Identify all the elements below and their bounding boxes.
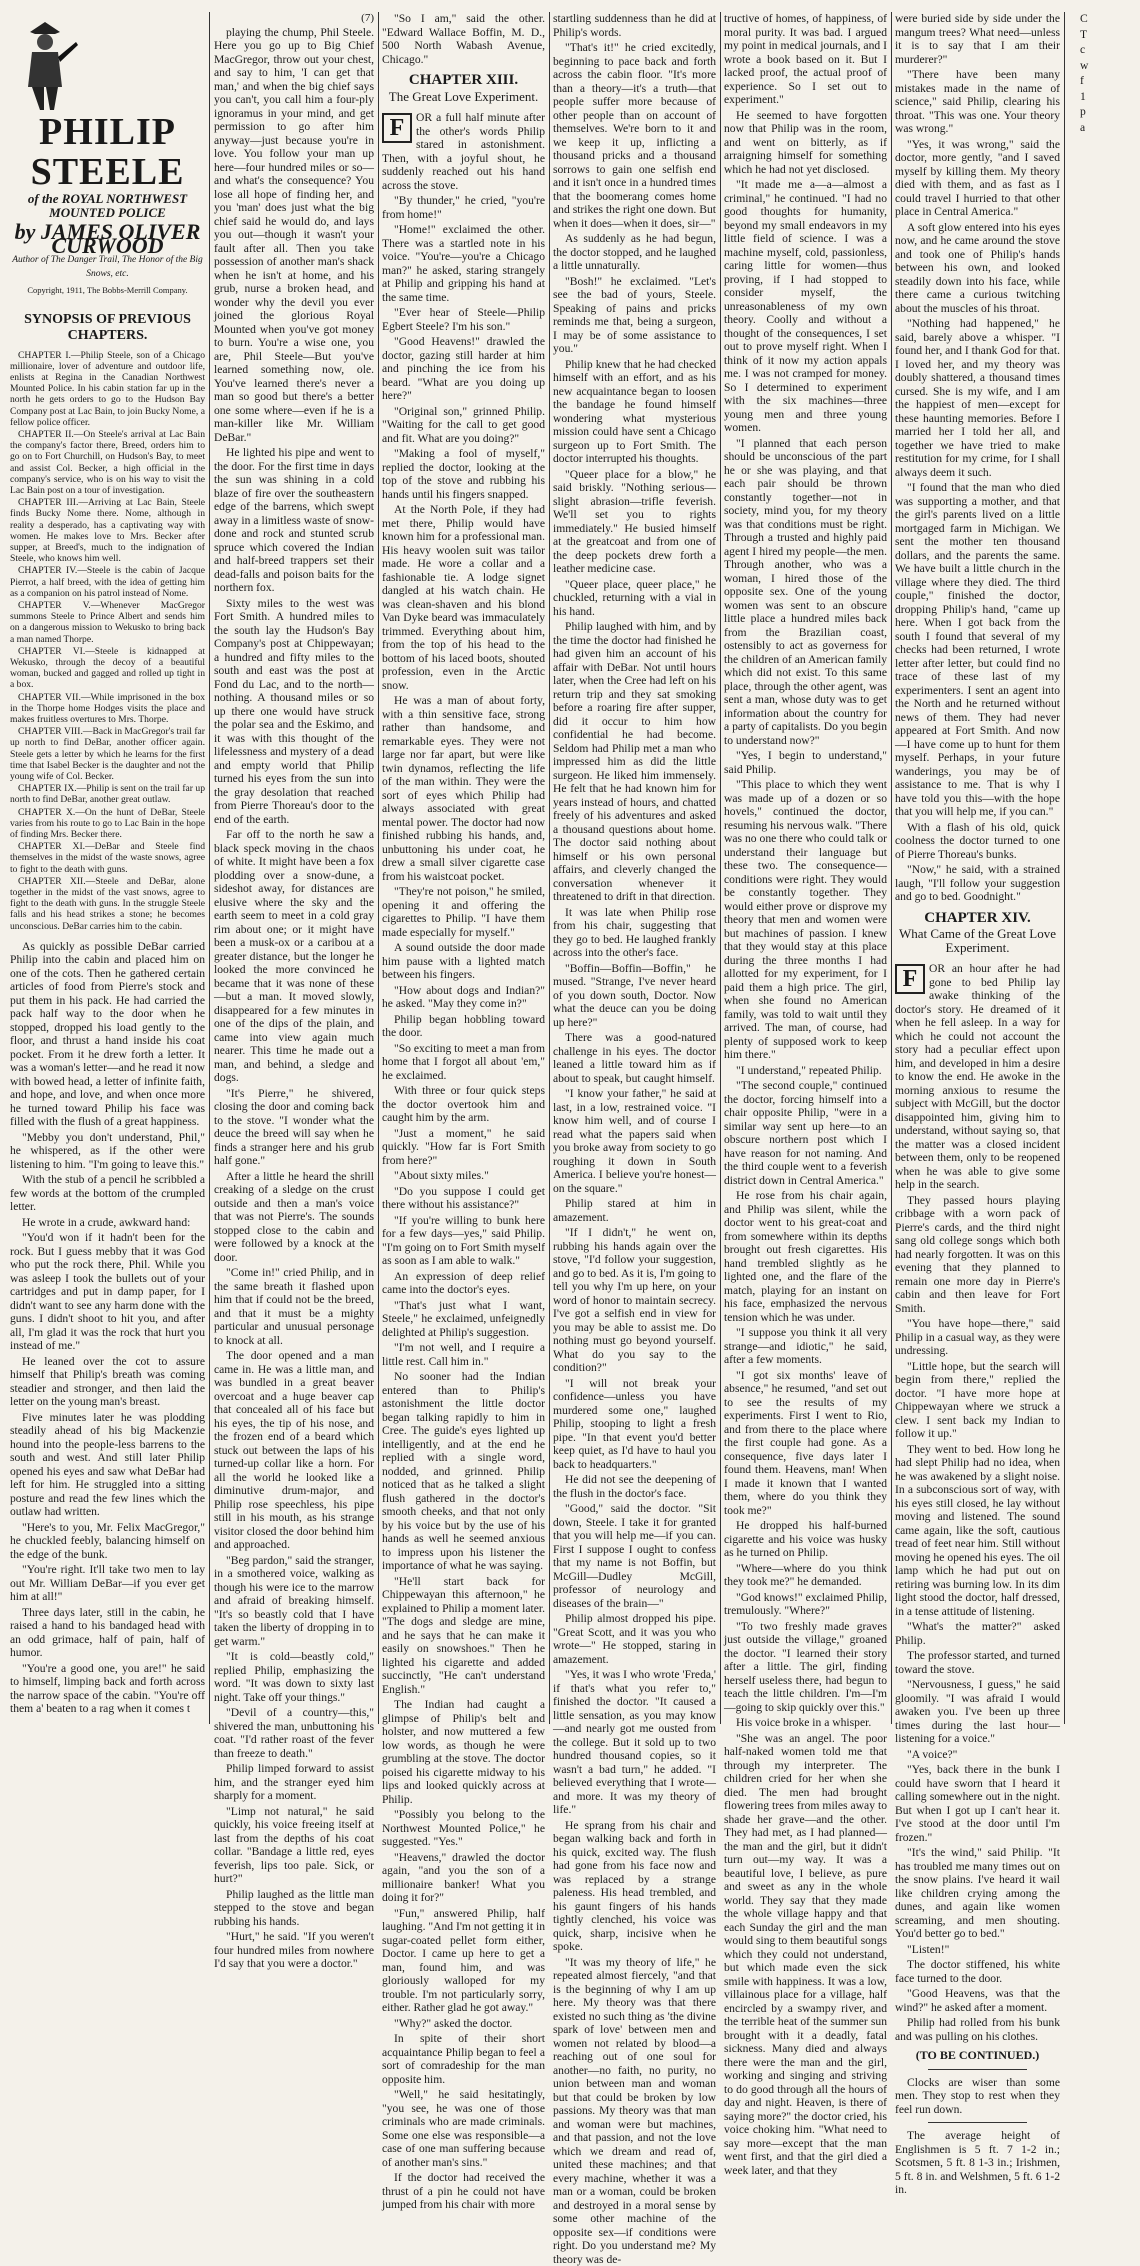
story-paragraph: "Come in!" cried Philip, and in the same breath it flashed upon him that if could not be the breed, and that it must be a mighty particular and unusual personage to knock at all. xyxy=(214,1266,374,1347)
synopsis-paragraph: CHAPTER III.—Arriving at Lac Bain, Steele finds Bucky Nome there. Nome, although in reality a desperado, has a captivating way with women. He makes love to Mrs. Becker after supper, at Breed's, much to the indignation of Steele, who knows him well. xyxy=(10,497,205,564)
synopsis-body xyxy=(10,350,205,932)
story-paragraph: "Here's to you, Mr. Felix MacGregor," he chuckled feebly, balancing himself on the edge of the bunk. xyxy=(10,1521,205,1562)
story-paragraph: He was a man of about forty, with a thin sensitive face, strong rather than handsome, and remarkable eyes. They were not large nor far apart, but were like twin dynamos, reflecting the life of the man within. They were the sort of eyes which Philip had always associated with great mental power. The doctor had now finished rubbing his hands, and, unbuttoning his under coat, he drew a small silver cigarette case from his waistcoat pocket. xyxy=(382,694,545,883)
story-paragraph: "That's it!" he cried excitedly, beginning to pace back and forth across the cabin floor. "It's more than a theory—it's a truth—that people suffer more because of other people than on account of themselves. We're born to it and we keep it up, inflicting a thousand pricks and a thousand sorrows to gain one selfish end and it isn't once in a hundred times that the boomerang comes home and strikes the right one down. But when it does—when it does, sir—" xyxy=(553,41,716,230)
story-paragraph: "Hurt," he said. "If you weren't four hundred miles from nowhere I'd say that you were a doctor." xyxy=(214,1930,374,1971)
story-paragraph: Philip limped forward to assist him, and the stranger eyed him sharply for a moment. xyxy=(214,1762,374,1803)
copyright-notice: Copyright, 1911, The Bobbs-Merrill Company. xyxy=(10,284,205,298)
story-paragraph: "There have been many mistakes made in the name of science," said Philip, clearing his throat. "This was one. Your theory was wrong." xyxy=(895,68,1060,136)
synopsis-paragraph: CHAPTER IX.—Philip is sent on the trail far up north to find DeBar, another great outlaw. xyxy=(10,783,205,805)
chapter-14-subtitle: What Came of the Great Love Experiment. xyxy=(895,927,1060,954)
story-paragraph: "Making a fool of myself," replied the doctor, looking at the top of the stove and rubbing his hands until his fingers snapped. xyxy=(382,447,545,501)
story-paragraph: Philip laughed with him, and by the time the doctor had finished he had given him an account of his affair with DeBar. Not until hours later, when the Cree had left on his return trip and they sat smoking before a roaring fire after supper, did it occur to him how confidential he had become. Seldom had Philip met a man who impressed him as did the little surgeon. He liked him immensely. He felt that he had known him for years instead of hours, and chatted freely of his adventures and asked a thousand questions about home. The doctor said nothing about himself or his own personal affairs, and cleverly changed the conversation whenever it threatened to drift in that direction. xyxy=(553,620,716,904)
story-paragraph: were buried side by side under the mangum trees? What need—unless it is to say that I am their murderer?" xyxy=(895,12,1060,66)
synopsis-paragraph: CHAPTER IV.—Steele is the cabin of Jacque Pierrot, a half breed, with the idea of getting him as a companion on his patrol instead of Nome. xyxy=(10,565,205,599)
synopsis-paragraph: CHAPTER VIII.—Back in MacGregor's trail far up north to find DeBar, another officer again. Steele gets a letter by which he learns for the first time that Isabel Becker is the daughter and not the young wife of Col. Becker. xyxy=(10,726,205,782)
story-paragraph: It was late when Philip rose from his chair, suggesting that they go to bed. He laughed frankly across into the other's face. xyxy=(553,906,716,960)
synopsis-paragraph: CHAPTER I.—Philip Steele, son of a Chicago millionaire, lover of adventure and outdoor life, enlists at Regina in the Canadian Northwest Mounted Police. In his cabin station far up in the north he gets orders to go to the Hudson Bay Company post at Lac Bain, to join Bucky Nome, a fellow police officer. xyxy=(10,350,205,428)
story-paragraph: With a flash of his old, quick coolness the doctor turned to one of Pierre Thoreau's bunks. xyxy=(895,821,1060,862)
story-paragraph: Philip laughed as the little man stepped to the stove and began rubbing his hands. xyxy=(214,1888,374,1929)
installment-number: (7) xyxy=(214,12,374,26)
column-rule xyxy=(209,12,210,1724)
story-paragraph: The Indian had caught a glimpse of Philip's belt and holster, and now muttered a few low words, as though he were grumbling at the stove. The doctor poised his cigarette midway to his lips and looked quickly across at Philip. xyxy=(382,1698,545,1806)
story-paragraph: "Limp not natural," he said quickly, his voice freeing itself at last from the depths of his coat collar. "Bandage a little red, eyes feverish, lips too pale. Sick, or hurt?" xyxy=(214,1805,374,1886)
edge-fragment: w xyxy=(1068,59,1134,73)
synopsis-paragraph: CHAPTER XII.—Steele and DeBar, alone together in the midst of the vast snows, agree to fight to the death with guns. In the struggle Steele falls and his head strikes a stone; he becomes unconscious. DeBar carries him to the cabin. xyxy=(10,876,205,932)
edge-fragment: c xyxy=(1068,43,1134,57)
story-paragraph: "You have hope—there," said Philip in a casual way, as they were undressing. xyxy=(895,1317,1060,1358)
story-paragraph: "They're not poison," he smiled, opening it and offering the cigarettes to Philip. "I have them made especially for myself." xyxy=(382,885,545,939)
story-paragraph: With three or four quick steps the doctor overtook him and caught him by the arm. xyxy=(382,1084,545,1125)
serial-title: PHILIP STEELE xyxy=(10,12,205,192)
column-rule xyxy=(1064,12,1065,1724)
story-paragraph: He seemed to have forgotten now that Philip was in the room, and went on bitterly, as if arraigning himself for something which he had not yet disclosed. xyxy=(724,109,887,177)
story-paragraph: "By thunder," he cried, "you're from home!" xyxy=(382,194,545,221)
story-paragraph: "Queer place for a blow," he said briskly. "Nothing serious—slight abrasion—trifle feverish. We'll set you to rights immediately." He busied himself at the greatcoat and from one of the deep pockets drew forth a leather medicine case. xyxy=(553,468,716,576)
author-line: by JAMES OLIVER CURWOOD xyxy=(10,225,205,252)
edge-fragment: a xyxy=(1068,121,1134,135)
masthead xyxy=(10,12,205,298)
story-paragraph: tructive of homes, of happiness, of moral purity. It was bad. I argued my point in medical journals, and I wrote a book based on it. But I lacked proof, the actual proof of experience. So I set out to experiment." xyxy=(724,12,887,107)
story-paragraph: "About sixty miles." xyxy=(382,1169,545,1183)
story-paragraph: "What's the matter?" asked Philip. xyxy=(895,1620,1060,1647)
synopsis-paragraph: CHAPTER II.—On Steele's arrival at Lac Bain the company's factor there, Breed, orders him to go on to Fort Churchill, on Hudson's Bay, to meet and assist Col. Becker, a high official in the company's service, who is on his way to visit the Lac Bain post on a tour of investigation. xyxy=(10,429,205,496)
story-paragraph: "I know your father," he said at last, in a low, restrained voice. "I know him well, and of course I read what the papers said when you broke away from society to go roughing it down in South America. I believe you're honest—on the square." xyxy=(553,1087,716,1195)
column-4 xyxy=(553,12,716,1724)
story-paragraph: "It's the wind," said Philip. "It has troubled me many times out on the snow plains. I've heard it wail like children crying among the dunes, and again like women screaming, and men shouting. You'd better go to bed." xyxy=(895,1846,1060,1941)
story-paragraph: "I understand," repeated Philip. xyxy=(724,1064,887,1078)
story-paragraph: OR a full half minute after the other's words Philip stared in astonishment. Then, with a joyful shout, he suddenly reached out his hand across the stove. xyxy=(382,111,545,192)
drop-cap: F xyxy=(382,113,412,143)
story-paragraph: "This place to which they went was made up of a dozen or so hovels," continued the doctor, resuming his nervous walk. "There was no one there who could talk or understand their language but these two. The consequence—conditions were right. They would be constantly together. They would either prove or disprove my theory that men and women were but machines of passion. I knew that they would stay at this place during the three months I had allotted for my experiment, for I paid them a high price. The girl, when she found no American family, was told to wait until they arrived. The man, of course, had plenty of supposed work to keep him there." xyxy=(724,778,887,1062)
story-paragraph: "Original son," grinned Philip. "Waiting for the call to get good and fit. What are you doing?" xyxy=(382,405,545,446)
story-paragraph: "Nothing had happened," he said, barely above a whisper. "I found her, and I thank God for that. I loved her, and my theory was doubly shattered, a thousand times cursed. She is my wife, and I am the happiest of men—except for these haunting memories. Before I married her I told her all, and together we have tried to make restitution for my crime, for I shall always deem it such. xyxy=(895,317,1060,479)
story-paragraph: He leaned over the cot to assure himself that Philip's breath was coming steadier and stronger, and then laid the letter on the young man's breast. xyxy=(10,1355,205,1409)
mountie-illustration xyxy=(10,12,80,112)
continued-notice: (TO BE CONTINUED.) xyxy=(895,2049,1060,2063)
edge-fragment: 1 xyxy=(1068,90,1134,104)
story-paragraph: "Yes, it was I who wrote 'Freda,' if that's what you refer to," finished the doctor. "It caused a little sensation, as you may know—and nearly got me ousted from the college. But it sold up to two hundred thousand copies, so it wasn't a bad turn," he added. "I believed everything that I wrote—and more. It was my theory of life." xyxy=(553,1668,716,1817)
story-paragraph: "Queer place, queer place," he chuckled, returning with a vial in his hand. xyxy=(553,578,716,619)
story-paragraph: "It is cold—beastly cold," replied Philip, emphasizing the word. "It was down to sixty last night. Take off your things." xyxy=(214,1650,374,1704)
story-paragraph: "She was an angel. The poor half-naked women told me that through my interpreter. The children cried for her when she died. The men had brought flowering trees from miles away to shade her grave—and the other. They had met, as I had planned—the man and the girl, but it didn't turn out—my way. It was a beautiful love, I believe, as pure and sweet as any in the whole world. They say that they made the whole village happy and that each Sunday the girl and the man would sing to them beautiful songs which they could not understand, but which made even the sick smile with happiness. It was a low, villainous place for a village, half encircled by a swampy river, and the terrible heat of the summer sun brought with it a deadly, fatal sickness. Many died and always there were the man and the girl, working and singing and striving to do good through all the hours of day and night. Heaven, is there of saying more?" the doctor cried, his voice choking him. "What need to say more—except that the man went first, and that the girl died a week later, and that they xyxy=(724,1732,887,2178)
story-paragraph: An expression of deep relief came into the doctor's eyes. xyxy=(382,1270,545,1297)
story-paragraph: "I will not break your confidence—unless you have murdered some one," laughed Philip, stooping to light a fresh pipe. "In that event you'd better keep quiet, as I'd have to haul you back to headquarters." xyxy=(553,1377,716,1472)
edge-fragment: T xyxy=(1068,28,1134,42)
column-5 xyxy=(724,12,887,1724)
story-paragraph: "I'm not well, and I require a little rest. Call him in." xyxy=(382,1341,545,1368)
story-paragraph: "How about dogs and Indian?" he asked. "May they come in?" xyxy=(382,984,545,1011)
story-paragraph: The door opened and a man came in. He was a little man, and was bundled in a great beaver overcoat and a huge beaver cap that concealed all of his face but his eyes, the tip of his nose, and the frozen end of a beard which stuck out between the laps of his turned-up collar like a horn. For all the world he looked like a diminutive drum-major, and Philip rose speechless, his pipe still in his mouth, as his strange visitor closed the door behind him and approached. xyxy=(214,1349,374,1552)
synopsis-paragraph: CHAPTER V.—Whenever MacGregor summons Steele to Prince Albert and sends him on a dangerous mission to Wekusko to bring back a man named Thorpe. xyxy=(10,600,205,645)
story-paragraph: "Yes, I begin to understand," said Philip. xyxy=(724,749,887,776)
story-paragraph: "If you're willing to bunk here for a few days—yes," said Philip. "I'm going on to Fort Smith myself as soon as I am able to walk." xyxy=(382,1214,545,1268)
story-paragraph: startling suddenness than he did at Philip's words. xyxy=(553,12,716,39)
story-paragraph: "Nervousness, I guess," he said gloomily. "I was afraid I would awaken you. I've been up three times during the last hour—listening for a voice." xyxy=(895,1678,1060,1746)
story-paragraph: "Well," he said hesitatingly, "you see, he was one of those criminals who are made criminals. Some one else was responsible—a case of one man suffering because of another man's sins." xyxy=(382,2088,545,2169)
drop-cap: F xyxy=(895,964,925,994)
story-paragraph: "Where—where do you think they took me?" he demanded. xyxy=(724,1562,887,1589)
story-paragraph: Philip had rolled from his bunk and was pulling on his clothes. xyxy=(895,2016,1060,2043)
column-rule xyxy=(720,12,721,1724)
story-paragraph: "Home!" exclaimed the other. There was a startled note in his voice. "You're—you're a Chicago man?" he asked, staring strangely at Philip and gripping his hand at the same time. xyxy=(382,223,545,304)
story-paragraph: There was a good-natured challenge in his eyes. The doctor leaned a little toward him as if about to speak, but caught himself. xyxy=(553,1031,716,1085)
story-paragraph: As quickly as possible DeBar carried Philip into the cabin and placed him on one of the cots. Then he gathered certain articles of food from Pierre's stock and put them in his pack. He had carried the pack half way to the door when he stopped, dropped his load gently to the floor, and thrust a hand inside his coat pocket. From it he drew forth a letter. It was a woman's letter—and he read it now with bowed head, a letter of infinite faith, and hope, and love, and when once more he turned toward Philip his face was filled with the flush of a great happiness. xyxy=(10,940,205,1129)
story-paragraph: "Boffin—Boffin—Boffin," he mused. "Strange, I've never heard of you down south, Doctor. Now what the deuce can you be doing up here?" xyxy=(553,962,716,1030)
story-paragraph: "Bosh!" he exclaimed. "Let's see the bad of yours, Steele. Speaking of pains and pricks reminds me that, being a surgeon, I may be of some assistance to you." xyxy=(553,275,716,356)
serial-subtitle: of the ROYAL NORTHWEST MOUNTED POLICE xyxy=(10,192,205,219)
story-paragraph: playing the chump, Phil Steele. Here you go up to Big Chief MacGregor, throw out your chest, and say to him, 'I can get that man,' and when the big chief says you can't, you call him a four-ply ignoramus in your mind, and get permission to go after him anyway—just because you're in love. You follow your man up here—four hundred miles or so—and what's the consequence? You lose all hope of finding her, and you 'man' does just what the big chief said he would do, and lays you out—though it wasn't your fault after all. Then you take possession of another man's shack when he isn't at home, and his grub, nurse a broken head, and wonder why the devil you ever joined the glorious Royal Mounted when you've got money to burn. You're a wise one, you are, Phil Steele—But you've learned something now, ole. You've learned there's never a man so good but there's a better one some where—even if he is a man-killer like Mr. William DeBar." xyxy=(214,26,374,445)
story-paragraph: "Good Heavens!" drawled the doctor, gazing still harder at him and pinching the ice from his beard. "What are you doing up here?" xyxy=(382,335,545,403)
column-6 xyxy=(895,12,1060,1724)
story-paragraph: Three days later, still in the cabin, he raised a hand to his bandaged head with an odd grimace, half of pain, half of humor. xyxy=(10,1606,205,1660)
story-text-col1 xyxy=(10,940,205,1716)
story-paragraph: Five minutes later he was plodding steadily ahead of his big Mackenzie hound into the people-less barrens to the south and west. And still later Philip opened his eyes and saw what DeBar had left for him. He struggled into a sitting posture and read the few lines which the outlaw had written. xyxy=(10,1411,205,1519)
story-paragraph: "I found that the man who died was supporting a mother, and that the girl's parents lived on a little mortgaged farm in Michigan. We sent the mother ten thousand dollars, and the parents the same. We have built a little church in the village where they died. The third couple," finished the doctor, dropping Philip's hand, "came up here. When I got back from the south I found that several of my checks had been returned, I wrote letter after letter, but could find no trace of these last of my experimenters. I sent an agent into the North and he returned without news of them. They had never appeared at Fort Smith. And now—I have come up to hunt for them myself. Perhaps, in your future wanderings, you may be of assistance to me. That is why I have told you this—with the hope that you will help me, if you can." xyxy=(895,481,1060,819)
story-paragraph: "Mebby you don't understand, Phil," he whispered, as if the other were listening to him. "I'm going to leave this." xyxy=(10,1131,205,1172)
story-paragraph: OR an hour after he had gone to bed Philip lay awake thinking of the doctor's story. He dreamed of it when he fell asleep. In a way for which he could not account the story had a peculiar effect upon him, and developed in him a desire to know the end. He awoke in the morning anxious to resume the subject with McGill, but the doctor disappointed him, giving him to understand, without saying so, that the matter was a closed incident between them, only to be reopened when he was able to give some help in the search. xyxy=(895,962,1060,1192)
story-paragraph: "I suppose you think it all very strange—and idiotic," he said, after a few moments. xyxy=(724,1326,887,1367)
filler-paragraph: Clocks are wiser than some men. They stop to rest when they feel run down. xyxy=(895,2076,1060,2117)
story-paragraph: "So I am," said the other. "Edward Wallace Boffin, M. D., 500 North Wabash Avenue, Chicago." xyxy=(382,12,545,66)
story-paragraph: The doctor stiffened, his white face turned to the door. xyxy=(895,1958,1060,1985)
story-paragraph: "So exciting to meet a man from home that I forgot all about 'em," he exclaimed. xyxy=(382,1042,545,1083)
divider xyxy=(928,2122,1027,2123)
story-paragraph: "Possibly you belong to the Northwest Mounted Police," he suggested. "Yes." xyxy=(382,1808,545,1849)
column-rule xyxy=(891,12,892,1724)
story-paragraph: They passed hours playing cribbage with a worn pack of Pierre's cards, and the third night sang old college songs which both had nearly forgotten. It was on this evening that they planned to remain one more day in Pierre's cabin and then leave for Fort Smith. xyxy=(895,1194,1060,1316)
story-paragraph: "You'd won if it hadn't been for the rock. But I guess mebby that it was God who put the rock there, Phil. While you was asleep I took the bullets out of your cartridges and put in damp paper, for I didn't want to see any harm done with the guns. I didn't shoot to hit you, and after all, I'm glad it was the rock that hurt you instead of me." xyxy=(10,1231,205,1353)
synopsis-paragraph: CHAPTER VI.—Steele is kidnapped at Wekusko, through the decoy of a beautiful woman, bucked and gagged and rolled up tight in a box. xyxy=(10,646,205,691)
story-paragraph: "It made me a—a—almost a criminal," he continued. "I had no good thoughts for humanity, beyond my small endeavors in my little field of science. I was a machine myself, cold, passionless, caring little for women—thus proving, if I had stopped to consider myself, the unreasonableness of my own theory. Coolly and without a thought of the consequences, I set out to prove myself right. When I think of it now my action appals me. I was not cramped for money. So I determined to experiment with the six machines—three young men and three young women. xyxy=(724,178,887,435)
chapter-13-subtitle: The Great Love Experiment. xyxy=(382,90,545,104)
story-paragraph: Far off to the north he saw a black speck moving in the chaos of white. It might have been a fox plodding over a snow-dune, a sideshot away, for distances are elusive where the sky and the earth seem to meet in a cold gray rim about one; or it might have been a musk-ox or a caribou at a greater distance, but the longer he looked the more convinced he became that it was none of these—but a man. It moved slowly, disappeared for a few minutes in one of the dips of the plain, and came into view again much nearer. This time he made out a man, and behind, a sledge and dogs. xyxy=(214,828,374,1085)
chapter-13-heading: CHAPTER XIII. xyxy=(382,74,545,88)
story-paragraph: With the stub of a pencil he scribbled a few words at the bottom of the crumpled letter. xyxy=(10,1173,205,1214)
story-paragraph: "Why?" asked the doctor. xyxy=(382,2017,545,2031)
story-paragraph: Philip began hobbling toward the door. xyxy=(382,1013,545,1040)
story-paragraph: "That's just what I want, Steele," he exclaimed, unfeignedly delighted at Philip's suggestion. xyxy=(382,1299,545,1340)
story-paragraph: Philip almost dropped his pipe. "Great Scott, and it was you who wrote—" He stopped, staring in amazement. xyxy=(553,1612,716,1666)
story-paragraph: He lighted his pipe and went to the door. For the first time in days the sun was shining in a cold blaze of fire over the southeastern edge of the barrens, which swept away in a limitless waste of snow-done and rock and stunted scrub spruce which covered the Indian and half-breed trappers set their dead-falls and poison baits for the northern fox. xyxy=(214,446,374,595)
story-paragraph: "Now," he said, with a strained laugh, "I'll follow your suggestion and go to bed. Goodnight." xyxy=(895,863,1060,904)
story-paragraph: They went to bed. How long he had slept Philip had no idea, when he was awakened by a slight noise. In a subconscious sort of way, with his eyes still closed, he lay without moving and listened. The sound came again, like the soft, cautious tread of feet near him. Still without moving he opened his eyes. The oil lamp which he had put out on retiring was burning low. In its dim light stood the doctor, half dressed, in a tense attitude of listening. xyxy=(895,1443,1060,1619)
column-7-edge xyxy=(1068,12,1134,1724)
story-paragraph: "Little hope, but the search will begin from there," replied the doctor. "I have more hope at Chippewayan where we struck a clew. I sent back my Indian to follow it up." xyxy=(895,1360,1060,1441)
story-paragraph: At the North Pole, if they had met there, Philip would have known him for a professional man. His heavy woolen suit was tailor made. He wore a collar and a fashionable tie. A lodge signet dangled at his watch chain. He was clean-shaven and his blond Van Dyke beard was immaculately trimmed. Everything about him, from the top of his head to the bottom of his laced boots, shouted profession, even in the Arctic snow. xyxy=(382,503,545,692)
column-2 xyxy=(214,12,374,1724)
story-paragraph: Philip stared at him in amazement. xyxy=(553,1197,716,1224)
synopsis-paragraph: CHAPTER XI.—DeBar and Steele find themselves in the midst of the waste snows, agree to fight to the death with guns. xyxy=(10,841,205,875)
story-paragraph: "Good," said the doctor. "Sit down, Steele. I take it for granted that you will help me—if you can. First I suppose I ought to confess that my name is not Boffin, but McGill—Dudley McGill, professor of neurology and diseases of the brain—" xyxy=(553,1502,716,1610)
column-1 xyxy=(10,12,205,1724)
story-paragraph: "You're a good one, you are!" he said to himself, limping back and forth across the narrow space of the cabin. "You're off them a' beaten to a rag when it comes t xyxy=(10,1662,205,1716)
story-paragraph: "Ever hear of Steele—Philip Egbert Steele? I'm his son." xyxy=(382,306,545,333)
story-paragraph: The professor started, and turned toward the stove. xyxy=(895,1649,1060,1676)
synopsis-heading: SYNOPSIS OF PREVIOUS CHAPTERS. xyxy=(10,312,205,344)
story-paragraph: He rose from his chair again, and Philip was silent, while the doctor went to his great-coat and from somewhere within its depths brought out fresh cigarettes. His hand trembled slightly as he lighted one, and the flare of the match, playing for an instant on his face, emphasized the nervous tension which he was under. xyxy=(724,1189,887,1324)
filler-paragraph: The average height of Englishmen is 5 ft. 7 1-2 in.; Scotsmen, 5 ft. 8 1-3 in.; Irishmen, 5 ft. 8 in. and Welshmen, 5 ft. 6 1-2 in. xyxy=(895,2129,1060,2197)
story-paragraph: "You're right. It'll take two men to lay out Mr. William DeBar—if you ever get him at all!" xyxy=(10,1563,205,1604)
story-paragraph: "Just a moment," he said quickly. "How far is Fort Smith from here?" xyxy=(382,1127,545,1168)
story-paragraph: "It was my theory of life," he repeated almost fiercely, "and that is the beginning of why I am up here. My theory was that there existed no such thing as 'the divine spark of love' between men and women not related by blood—a reaching out of one soul for another—no faith, no purity, no union between man and woman but that could be broken by low passions. My theory was that man and woman were but machines, and that passion, and not the love which we dream and read of, united these machines; and that every machine, whether it was a man or a woman, could be broken and destroyed in a moral sense by some other machine of the opposite sex—if conditions were right. Do you understand me? My theory was de- xyxy=(553,1956,716,2266)
synopsis-paragraph: CHAPTER X.—On the hunt of DeBar, Steele varies from his route to go to Lac Bain in the hope of finding Mrs. Becker there. xyxy=(10,807,205,841)
story-paragraph: "It's Pierre," he shivered, closing the door and coming back to the stove. "I wonder what the deuce the breed will say when he finds a stranger here and his grub half gone." xyxy=(214,1087,374,1168)
story-paragraph: "Do you suppose I could get there without his assistance?" xyxy=(382,1185,545,1212)
story-paragraph: "Heavens," drawled the doctor again, "and you the son of a millionaire banker! What you doing it for?" xyxy=(382,1851,545,1905)
story-paragraph: "Beg pardon," said the stranger, in a smothered voice, walking as though his were ice to the marrow and afraid of breaking himself. "It's so beastly cold that I have taken the liberty of dropping in to get warm." xyxy=(214,1554,374,1649)
story-paragraph: "Fun," answered Philip, half laughing. "And I'm not getting it in sugar-coated pellet form either, Doctor. I came up here to get a man, found him, and was gloriously walloped for my trouble. I'm not particularly sorry, either. Rather glad he got away." xyxy=(382,1907,545,2015)
story-paragraph: He did not see the deepening of the flush in the doctor's face. xyxy=(553,1473,716,1500)
story-paragraph: "A voice?" xyxy=(895,1748,1060,1762)
edge-fragment: f xyxy=(1068,74,1134,88)
column-rule xyxy=(378,12,379,1724)
story-paragraph: "I planned that each person should be unconscious of the part he or she was playing, and that each pair should be thrown constantly together—not in society, mind you, for my theory was that conditions must be right. Through a trusted and highly paid agent I hired my people—the men. Through another, who was a woman, I hired those of the opposite sex. One of the young women was sent to an obscure little place a hundred miles back from the Brazilian coast, ostensibly to act as governess for the children of an American family which did not exist. To this same place, through the other agent, was sent a man, whose duty was to get information about the country for a party of capitalists. Do you begin to understand now?" xyxy=(724,437,887,748)
author-works: Author of The Danger Trail, The Honor of the Big Snows, etc. xyxy=(10,254,205,281)
story-paragraph: "The second couple," continued the doctor, forcing himself into a chair opposite Philip, "were in a similar way sent up here—to an obscure northern post which I have reason for not naming. And the third couple went to a feverish district down in Central America." xyxy=(724,1079,887,1187)
story-paragraph: "I got six months' leave of absence," he resumed, "and set out to see the results of my experiments. First I went to Rio, and from there to the place where the first couple had gone. As a consequence, five days later I found them. Heavens, man! When I made it known that I wanted them, where do you think they took me?" xyxy=(724,1369,887,1518)
story-paragraph: His voice broke in a whisper. xyxy=(724,1716,887,1730)
story-paragraph: Philip knew that he had checked himself with an effort, and as his new acquaintance began to loosen the bandage he found himself wondering what mysterious mission could have sent a Chicago surgeon up to Fort Smith. The doctor interrupted his thoughts. xyxy=(553,358,716,466)
story-paragraph: Sixty miles to the west was Fort Smith. A hundred miles to the south lay the Hudson's Bay Company's post at Chippewayan; a hundred and fifty miles to the south and east was the post at Fond du Lac, and to the north—nothing. A thousand miles or so up there one would have struck the polar sea and the Eskimo, and it was with this thought of the lifelessness and mystery of a dead and empty world that Philip turned his eyes from the sun into the gray desolation that reached from Pierre Thoreau's door to the end of the earth. xyxy=(214,597,374,827)
chapter-14-heading: CHAPTER XIV. xyxy=(895,912,1060,926)
story-paragraph: He sprang from his chair and began walking back and forth in his quick, excited way. The flush had gone from his face now and was replaced by a strange paleness. His head trembled, and his gaunt fingers of his hands tightly clenched, his voice was quick, sharp, incisive when he spoke. xyxy=(553,1819,716,1954)
story-paragraph: No sooner had the Indian entered than to Philip's astonishment the little doctor began talking rapidly to him in Cree. The guide's eyes lighted up intelligently, and at the end he replied with a single word, nodded, and grinned. Philip noticed that as he talked a slight flush gathered in the doctor's smooth cheeks, and that not only by his voice but by the use of his hands as well he seemed anxious to impress upon his listener the importance of what he was saying. xyxy=(382,1370,545,1573)
story-paragraph: "Yes, back there in the bunk I could have sworn that I heard it calling somewhere out in the night. But when I got up I can't hear it. I've stood at the door until I'm frozen." xyxy=(895,1763,1060,1844)
story-paragraph: "Devil of a country—this," shivered the man, unbuttoning his coat. "I'd rather roast of the fever than freeze to death." xyxy=(214,1706,374,1760)
column-3 xyxy=(382,12,545,1724)
story-paragraph: In spite of their short acquaintance Philip began to feel a sort of comradeship for the man opposite him. xyxy=(382,2032,545,2086)
story-paragraph: If the doctor had received the thrust of a pin he could not have jumped from his chair with more xyxy=(382,2171,545,2212)
story-paragraph: He wrote in a crude, awkward hand: xyxy=(10,1216,205,1230)
divider xyxy=(928,2069,1027,2070)
edge-fragment: p xyxy=(1068,105,1134,119)
story-paragraph: "If I didn't," he went on, rubbing his hands again over the stove, "I'd follow your suggestion, and go to bed. As it is, I'm going to tell you why I'm up here, on your word of honor to maintain secrecy. I've got a selfish end in view for you may be able to assist me. Do nothing must go beyond yourself. What do you say to the condition?" xyxy=(553,1226,716,1375)
story-paragraph: A sound outside the door made him pause with a lighted match between his fingers. xyxy=(382,941,545,982)
story-paragraph: "Good Heavens, was that the wind?" he asked after a moment. xyxy=(895,1987,1060,2014)
story-paragraph: "He'll start back for Chippewayan this afternoon," he explained to Philip a moment later. "The dogs and sledge are mine, and he says that he can make it easily on snowshoes." Then he lighted his cigarette and added succinctly, "He can't understand English." xyxy=(382,1575,545,1697)
edge-fragment: C xyxy=(1068,12,1134,26)
story-paragraph: A soft glow entered into his eyes now, and he came around the stove and took one of Philip's hands between his own, and looked steadily down into his face, while there came a curious twitching about the muscles of his throat. xyxy=(895,221,1060,316)
story-paragraph: "To two freshly made graves just outside the village," groaned the doctor. "I learned their story after a little. The girl, finding herself useless there, had begun to teach the little children. I'm—I'm—going to skip quickly over this." xyxy=(724,1620,887,1715)
synopsis-paragraph: CHAPTER VII.—While imprisoned in the box in the Thorpe home Hodges visits the place and makes fruitless overtures to Mrs. Thorpe. xyxy=(10,692,205,726)
story-paragraph: As suddenly as he had begun, the doctor stopped, and he laughed a little unnaturally. xyxy=(553,232,716,273)
story-paragraph: "Yes, it was wrong," said the doctor, more gently, "and I saved myself by killing them. My theory died with them, and as fast as I could travel I hurried to that other place in Central America." xyxy=(895,138,1060,219)
column-rule xyxy=(549,12,550,1724)
story-paragraph: He dropped his half-burned cigarette and his voice was husky as he turned on Philip. xyxy=(724,1519,887,1560)
story-paragraph: "Listen!" xyxy=(895,1943,1060,1957)
story-paragraph: After a little he heard the shrill creaking of a sledge on the crust outside and then a man's voice that was not Pierre's. The sounds stopped close to the cabin and were followed by a knock at the door. xyxy=(214,1170,374,1265)
story-paragraph: "God knows!" exclaimed Philip, tremulously. "Where?" xyxy=(724,1591,887,1618)
